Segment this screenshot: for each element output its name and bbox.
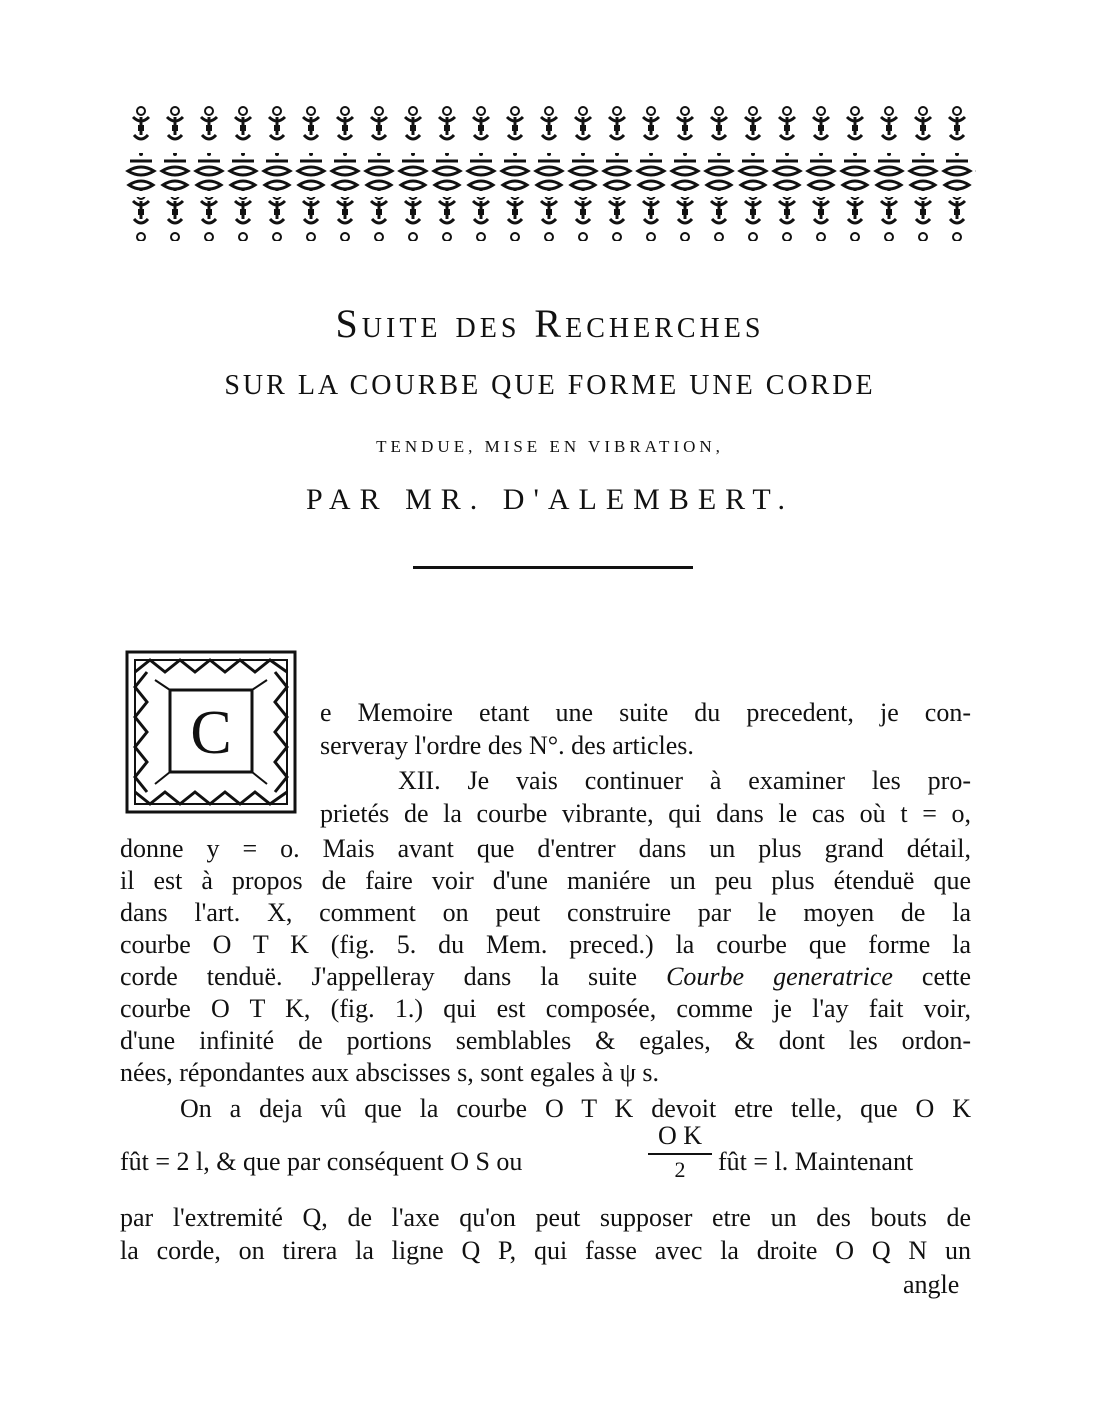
fraction-denominator: 2 xyxy=(674,1157,686,1182)
text-line-4: prietés de la courbe vibrante, qui dans le cas où t = o, xyxy=(320,799,971,828)
catchword: angle xyxy=(903,1270,960,1299)
text-line-9-italic: Courbe generatrice xyxy=(666,962,893,991)
text-line-2: serveray l'ordre des N°. des articles. xyxy=(320,731,694,760)
text-line-9c: cette xyxy=(892,962,971,991)
text-line-15: par l'extremité Q, de l'axe qu'on peut supposer etre un des bouts de xyxy=(120,1203,971,1232)
text-line-1: e Memoire etant une suite du precedent, je con- xyxy=(320,698,971,727)
text-line-3: XII. Je vais continuer à examiner les pro- xyxy=(398,766,971,795)
title-line-1: Suite des Recherches xyxy=(335,301,765,346)
text-line-12: nées, répondantes aux abscisses s, sont egales à ψ s. xyxy=(120,1058,660,1087)
title-line-3: TENDUE, MISE EN VIBRATION, xyxy=(376,437,724,456)
text-line-9 xyxy=(120,962,971,992)
text-line-14b: fût = l. Maintenant xyxy=(718,1147,914,1176)
text-line-14a: fût = 2 l, & que par conséquent O S ou xyxy=(120,1147,523,1176)
text-line-11: d'une infinité de portions semblables & egales, & dont les ordon- xyxy=(120,1026,971,1055)
drop-cap-initial: C xyxy=(190,699,232,767)
author-line: PAR MR. D'ALEMBERT. xyxy=(306,483,794,516)
text-line-8: courbe O T K (fig. 5. du Mem. preced.) la courbe que forme la xyxy=(120,930,971,959)
text-line-9a: corde tenduë. J'appelleray dans la suite xyxy=(120,962,667,991)
title-line-2: SUR LA COURBE QUE FORME UNE CORDE xyxy=(224,370,876,401)
text-line-5: donne y = o. Mais avant que d'entrer dans un plus grand détail, xyxy=(120,834,971,863)
ornamental-headpiece xyxy=(124,103,976,243)
title-rule xyxy=(413,566,693,569)
fraction-bar xyxy=(648,1153,712,1155)
fraction-numerator: O K xyxy=(657,1121,703,1150)
text-line-16: la corde, on tirera la ligne Q P, qui fasse avec la droite O Q N un xyxy=(120,1236,971,1265)
text-line-10: courbe O T K, (fig. 1.) qui est composée, comme je l'ay fait voir, xyxy=(120,994,971,1023)
text-line-7: dans l'art. X, comment on peut construire par le moyen de la xyxy=(120,898,971,927)
fraction-ok-over-2 xyxy=(648,1121,712,1183)
text-line-13: On a deja vû que la courbe O T K devoit etre telle, que O K xyxy=(180,1094,971,1123)
text-line-6: il est à propos de faire voir d'une maniére un peu plus étenduë que xyxy=(120,866,971,895)
